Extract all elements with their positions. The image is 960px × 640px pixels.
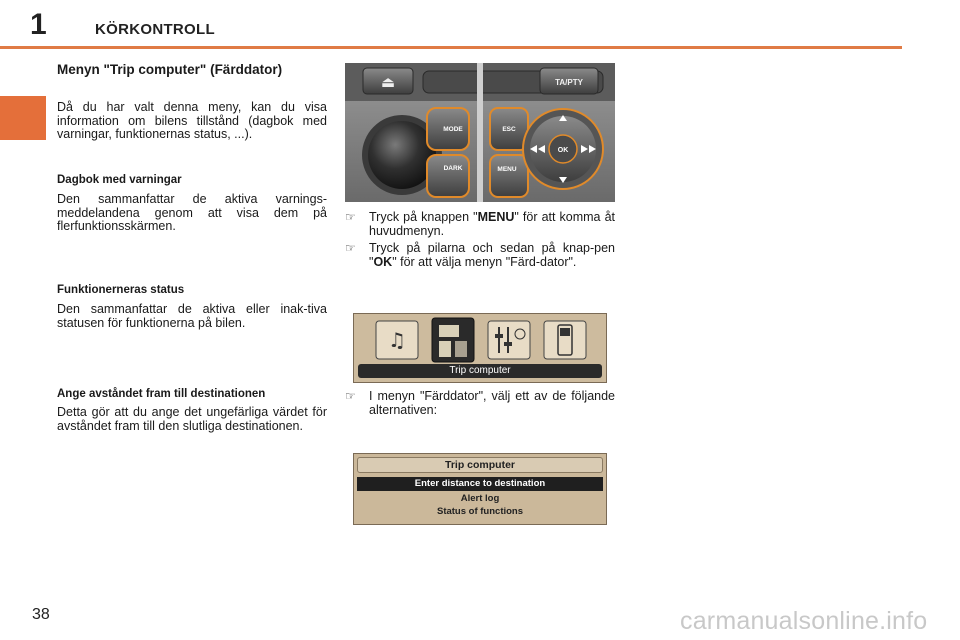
instruction-item: ☞ Tryck på pilarna och sedan på knap-pen "OK" för att välja menyn "Färd-dator". bbox=[345, 241, 615, 269]
menu-option-alert-log[interactable]: Alert log bbox=[460, 493, 500, 504]
chapter-title: KÖRKONTROLL bbox=[95, 21, 215, 38]
pointer-hand-icon: ☞ bbox=[345, 241, 356, 255]
section-heading: Funktionerneras status bbox=[57, 284, 185, 296]
watermark: carmanualsonline.info bbox=[680, 607, 928, 635]
status-section bbox=[57, 284, 327, 330]
audio-icon bbox=[376, 321, 418, 359]
control-panel-illustration bbox=[345, 63, 615, 202]
main-menu-screen bbox=[353, 313, 607, 383]
chapter-side-tab bbox=[0, 96, 46, 140]
chapter-number: 1 bbox=[30, 8, 47, 41]
dark-label: DARK bbox=[443, 165, 463, 172]
instruction-item: ☞ Tryck på knappen "MENU" för att komma åt huvudmenyn. bbox=[345, 210, 615, 238]
alert-log-section bbox=[57, 174, 327, 234]
pointer-hand-icon: ☞ bbox=[345, 389, 356, 403]
esc-label: ESC bbox=[502, 126, 516, 133]
intro-text: Då du har valt denna meny, kan du visa information om bilens tillstånd (dagbok med varningar, funktionernas status, ...). bbox=[57, 100, 327, 141]
settings-icon bbox=[488, 321, 530, 359]
page-number: 38 bbox=[32, 606, 50, 623]
section-text: Den sammanfattar de aktiva varnings-meddelandena genom att visa dem på flerfunktionsskärmen. bbox=[57, 192, 327, 233]
eject-icon: ⏏ bbox=[380, 73, 396, 91]
menu-option-status[interactable]: Status of functions bbox=[436, 506, 524, 517]
ok-label: OK bbox=[557, 147, 569, 154]
menu-screen-title: Trip computer bbox=[357, 457, 603, 473]
trip-computer-caption: Trip computer bbox=[449, 365, 511, 376]
mode-label: MODE bbox=[443, 126, 463, 133]
pointer-hand-icon: ☞ bbox=[345, 210, 356, 224]
menu-option-enter-distance[interactable]: Enter distance to destination bbox=[357, 477, 603, 491]
section-heading: Dagbok med varningar bbox=[57, 174, 182, 186]
instruction-list-2 bbox=[345, 390, 615, 421]
phone-icon bbox=[544, 321, 586, 359]
header-divider bbox=[0, 46, 902, 49]
menu-label: MENU bbox=[497, 166, 517, 173]
menu-section bbox=[57, 62, 327, 78]
section-text: Den sammanfattar de aktiva eller inak-tiva statusen för funktionerna på bilen. bbox=[57, 302, 327, 330]
svg-text:♫: ♫ bbox=[388, 328, 406, 352]
menu-title: Menyn "Trip computer" (Färddator) bbox=[57, 62, 283, 77]
trip-computer-menu-screen bbox=[353, 453, 607, 525]
control-panel-figure bbox=[345, 63, 615, 202]
instruction-list bbox=[345, 211, 615, 273]
distance-section bbox=[57, 388, 327, 433]
intro-block bbox=[57, 101, 327, 142]
instruction-item: ☞ I menyn "Färddator", välj ett av de följande alternativen: bbox=[345, 389, 615, 417]
trip-computer-icon bbox=[432, 318, 474, 362]
section-text: Detta gör att du ange det ungefärliga värdet för avståndet fram till den slutliga destinationen. bbox=[57, 405, 327, 433]
section-heading: Ange avståndet fram till destinationen bbox=[57, 388, 266, 400]
ta-pty-label: TA/PTY bbox=[555, 78, 583, 87]
